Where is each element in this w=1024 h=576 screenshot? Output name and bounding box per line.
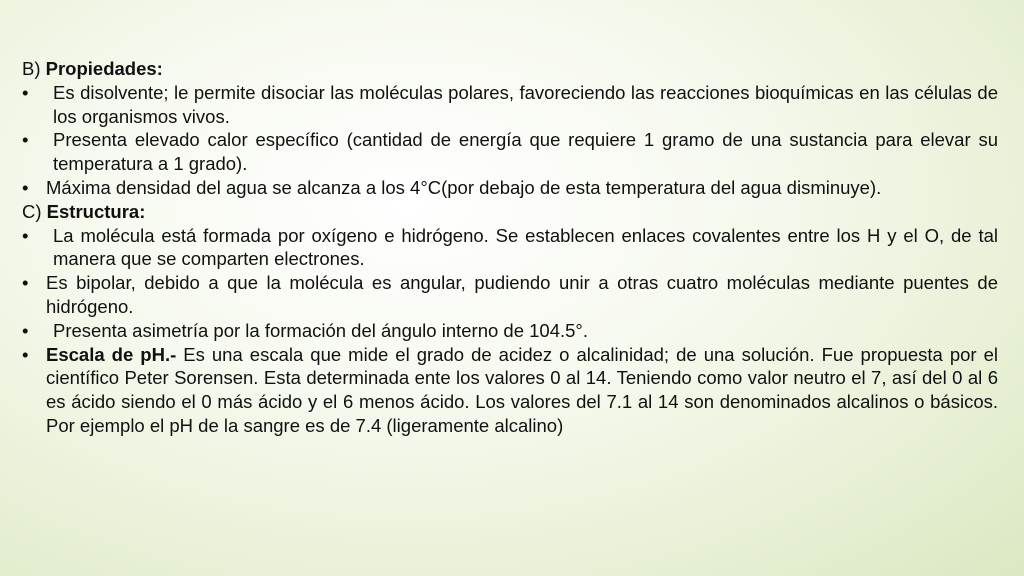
list-item-text: Máxima densidad del agua se alcanza a los 4°C(por debajo de esta temperatura del agua disminuye). (46, 176, 882, 198)
bullet-icon: • (22, 81, 29, 103)
bullet-icon: • (22, 343, 29, 365)
list-item-text: Presenta asimetría por la formación del ángulo interno de 104.5°. (53, 319, 588, 341)
section-b-title: Propiedades: (45, 58, 163, 79)
section-c-prefix: C) (22, 200, 47, 222)
ph-scale-item (22, 343, 998, 438)
section-c-heading (22, 200, 998, 224)
list-item (22, 271, 998, 319)
list-item-text: Presenta elevado calor específico (cantidad de energía que requiere 1 gramo de una sustancia para elevar su temperatura a 1 grado). (53, 129, 998, 175)
bullet-icon: • (22, 176, 29, 198)
bullet-icon: • (22, 319, 29, 341)
bullet-icon: • (22, 129, 29, 151)
list-item-text: La molécula está formada por oxígeno e hidrógeno. Se establecen enlaces covalentes entre los H y el O, de tal manera que se comparten electrones. (53, 224, 998, 270)
ph-term: Escala de pH.- (46, 343, 177, 365)
bullet-icon: • (22, 224, 29, 246)
section-c-title: Estructura: (46, 200, 146, 222)
section-b-heading (22, 57, 998, 81)
list-item-text: Es bipolar, debido a que la molécula es angular, pudiendo unir a otras cuatro moléculas mediante puentes de hidrógeno. (46, 272, 998, 317)
list-item (22, 319, 998, 343)
list-item (22, 224, 998, 272)
ph-text: Es una escala que mide el grado de acidez o alcalinidad; de una solución. Fue propuesta por el científico Peter Sorensen. Esta determinada ente los valores 0 al 14. Teniendo como valor neutro el 7, así del 0 al 6 es ácido siendo el 0 más ácido y el 6 menos ácido. Los valores del 7.1 al 14 son denominados alcalinos o básicos. Por ejemplo el pH de la sangre es de 7.4 (ligeramente alcalino) (46, 343, 999, 436)
bullet-icon: • (22, 272, 29, 294)
list-item (22, 128, 998, 176)
list-item (22, 81, 998, 129)
list-item (22, 176, 998, 200)
section-b-prefix: B) (22, 58, 46, 79)
list-item-text: Es disolvente; le permite disociar las moléculas polares, favoreciendo las reacciones bioquímicas en las células de los organismos vivos. (53, 81, 998, 127)
slide-content (22, 57, 998, 438)
